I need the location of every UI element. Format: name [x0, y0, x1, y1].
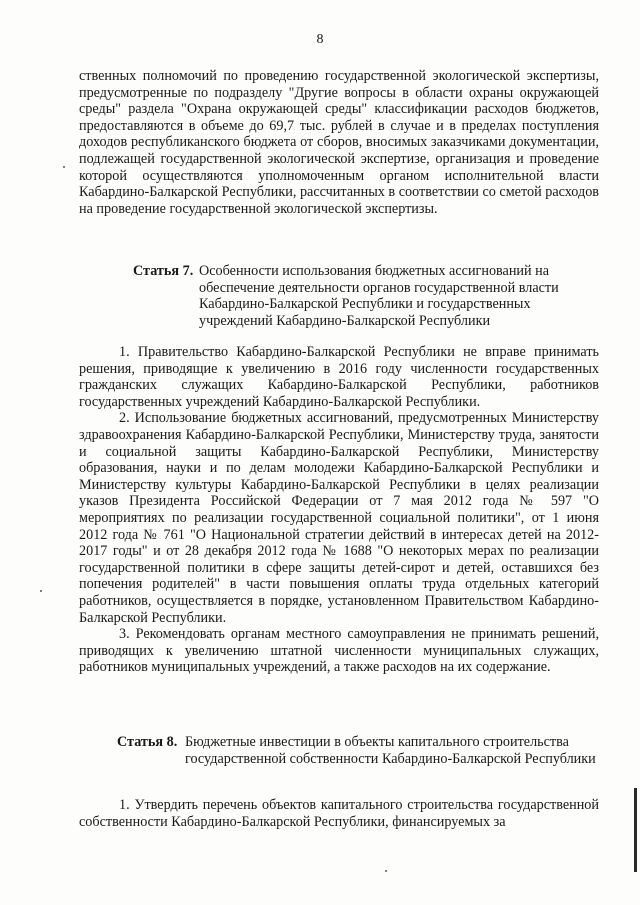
article-8-paragraph-1: 1. Утвердить перечень объектов капитального строительства государственной собственности Кабардино-Балкарской Республики, финансируемых за: [79, 797, 599, 830]
article-7-body: [79, 344, 599, 676]
article-7-paragraph-3: 3. Рекомендовать органам местного самоуправления не принимать решений, приводящих к увеличению штатной численности муниципальных служащих, работников муниципальных учреждений, а также расходов на их содержание.: [79, 626, 599, 676]
article-8-body: [79, 797, 599, 830]
article-7-paragraph-1: 1. Правительство Кабардино-Балкарской Республики не вправе принимать решения, приводящие к увеличению в 2016 году численности государственных гражданских служащих Кабардино-Балкарской Республики, работников государственных учреждений Кабардино-Балкарской Республики.: [79, 344, 599, 410]
scan-speck: [40, 590, 42, 592]
scan-edge-mark: [634, 788, 637, 872]
continuation-block: [79, 68, 599, 217]
paragraph-continuation: ственных полномочий по проведению государственной экологической экспертизы, предусмотренные по подразделу "Другие вопросы в области охраны окружающей среды" раздела "Охрана окружающей среды" классификации расходов бюджетов, предоставляются в объеме до 69,7 тыс. рублей в случае и в пределах поступления доходов республиканского бюджета от сборов, вносимых заказчиками документации, подлежащей государственной экологической экспертизе, организация и проведение которой осуществляются уполномоченным органом исполнительной власти Кабардино-Балкарской Республики, рассчитанных в соответствии со сметой расходов на проведение государственной экологической экспертизы.: [79, 68, 599, 217]
article-8-title: Бюджетные инвестиции в объекты капитального строительства государственной собственности Кабардино-Балкарской Республики: [185, 734, 596, 767]
scan-speck: [63, 166, 65, 168]
article-8-label: Статья 8.: [117, 734, 178, 750]
article-7-label: Статья 7.: [133, 263, 194, 279]
scan-speck: [385, 870, 387, 872]
article-7-paragraph-2: 2. Использование бюджетных ассигнований, предусмотренных Министерству здравоохранения Кабардино-Балкарской Республики, Министерству труда, занятости и социальной защиты Кабардино-Балкарской Республики, Министерству образования, науки и по делам молодежи Кабардино-Балкарской Республики и Министерству культуры Кабардино-Балкарской Республики в целях реализации указов Президента Российской Федерации от 7 мая 2012 года № 597 "О мероприятиях по реализации государственной социальной политики", от 1 июня 2012 года № 761 "О Национальной стратегии действий в интересах детей на 2012-2017 годы" и от 28 декабря 2012 года № 1688 "О некоторых мерах по реализации государственной политики в сфере защиты детей-сирот и детей, оставшихся без попечения родителей" в части повышения оплаты труда отдельных категорий работников, осуществляется в порядке, установленном Правительством Кабардино-Балкарской Республики.: [79, 410, 599, 626]
article-7-title: Особенности использования бюджетных ассигнований на обеспечение деятельности органов государственной власти Кабардино-Балкарской Республики и государственных учреждений Кабардино-Балкарской Республики: [199, 263, 559, 329]
page-number: 8: [316, 32, 324, 47]
